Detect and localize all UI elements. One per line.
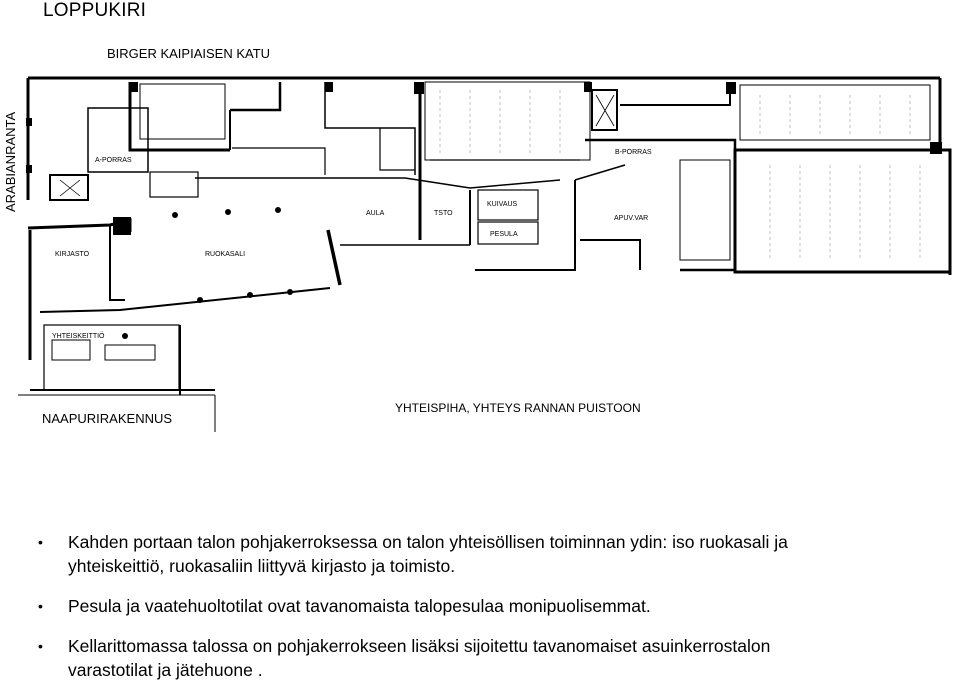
room-label-kirjasto: KIRJASTO xyxy=(55,251,90,258)
bullet-dot-icon: • xyxy=(38,638,43,654)
room-label-apuv-var: APUV.VAR xyxy=(614,215,649,222)
bullet-line: yhteiskeittiö, ruokasaliin liittyvä kirjasto ja toimisto. xyxy=(68,556,456,576)
bullet-line: Kellarittomassa talossa on pohjakerrokseen lisäksi sijoitettu tavanomaiset asuinkerrostalon xyxy=(68,636,771,656)
bullet-line: Kahden portaan talon pohjakerroksessa on talon yhteisöllisen toiminnan ydin: iso ruokasali ja xyxy=(68,532,788,552)
bullet-dot-icon: • xyxy=(38,598,43,614)
room-label-yhteiskeittio: YHTEISKEITTIÖ xyxy=(52,333,105,340)
room-label-ruokasali: RUOKASALI xyxy=(205,251,246,258)
bullet-line: Pesula ja vaatehuoltotilat ovat tavanomaista talopesulaa monipuolisemmat. xyxy=(68,596,651,616)
street-label-top: BIRGER KAIPIAISEN KATU xyxy=(107,46,271,61)
bullet-list xyxy=(38,530,938,698)
street-label-left: ARABIANRANTA xyxy=(3,111,18,212)
room-label-aula: AULA xyxy=(366,210,385,217)
bullet-item xyxy=(38,530,938,578)
bullet-dot-icon: • xyxy=(38,534,43,550)
bullet-item xyxy=(38,594,938,618)
room-label-b-porras: B-PORRAS xyxy=(615,149,652,156)
bullet-line: varastotilat ja jätehuone . xyxy=(68,660,263,680)
page-title: LOPPUKIRI xyxy=(43,0,147,21)
plan-walls xyxy=(18,78,950,432)
room-label-pesula: PESULA xyxy=(490,231,518,238)
room-label-kuivaus: KUIVAUS xyxy=(487,201,518,208)
bullet-item xyxy=(38,634,938,682)
plan-columns xyxy=(26,82,942,339)
label-naapurirakennus: NAAPURIRAKENNUS xyxy=(42,411,173,426)
label-yhteispiha: YHTEISPIHA, YHTEYS RANNAN PUISTOON xyxy=(395,401,641,415)
room-label-tsto: TSTO xyxy=(434,210,453,217)
room-label-a-porras: A-PORRAS xyxy=(95,157,132,164)
